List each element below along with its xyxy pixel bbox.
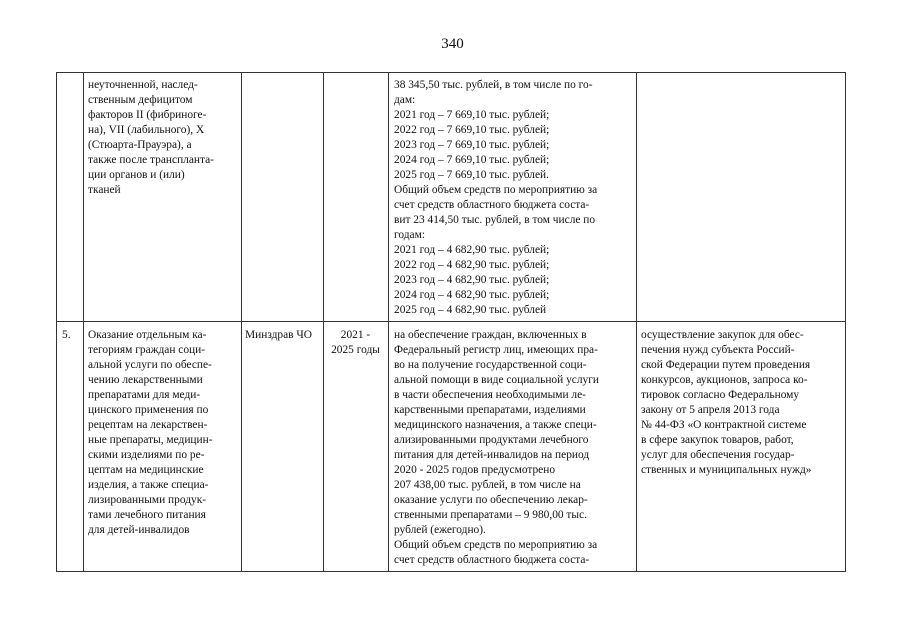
row5-event-name: Оказание отдельным ка- тегориям граждан соци- альной услуги по обеспе- чению лекарственными препаратами для меди- цинского применения по рецептам на лекарствен- ные препараты, медицин- скими изделиями по ре- цептам на медицинские изделия, а также специа- лизированными продук- тами лечебного питания для детей-инвалидов <box>88 329 213 536</box>
row5-period: 2021 - 2025 годы <box>331 329 380 356</box>
row5-procurement-method: осуществление закупок для обес- печения нужд субъекта Россий- ской Федерации путем проведения конкурсов, аукционов, запроса ко- тировок согласно Федеральному закону от 5 апреля 2013 года № 44-ФЗ «О контрактной системе в сфере закупок товаров, работ, услуг для обеспечения государ- ственных и муниципальных нужд» <box>641 329 812 476</box>
program-table <box>56 72 846 572</box>
page-number: 340 <box>441 36 464 52</box>
prev-row-event-name: неуточненной, наслед- ственным дефицитом факторов II (фибриноге- на), VII (лабильного), X (Стюарта-Прауэра), а также после транспланта- ции органов и (или) тканей <box>88 79 214 196</box>
row-divider <box>56 321 846 322</box>
table-border-bottom <box>56 571 846 572</box>
table-border-left <box>56 72 57 572</box>
prev-row-funding: 38 345,50 тыс. рублей, в том числе по го- дам: 2021 год – 7 669,10 тыс. рублей; 2022 год – 7 669,10 тыс. рублей; 2023 год – 7 669,10 тыс. рублей; 2024 год – 7 669,10 тыс. рублей; 2025 год – 7 669,10 тыс. рублей. Общий объем средств по мероприятию за счет средств областного бюджета соста- вит 23 414,50 тыс. рублей, в том числе по годам: 2021 год – 4 682,90 тыс. рублей; 2022 год – 4 682,90 тыс. рублей; 2023 год – 4 682,90 тыс. рублей; 2024 год – 4 682,90 тыс. рублей; 2025 год – 4 682,90 тыс. рублей <box>394 79 598 316</box>
row5-funding: на обеспечение граждан, включенных в Федеральный регистр лиц, имеющих пра- во на получение государственной соци- альной помощи в виде социальной услуги в части обеспечения необходимыми ле- карственными препаратами, изделиями медицинского назначения, а также специ- ализированными продуктами лечебного питания для детей-инвалидов на период 2020 - 2025 годов предусмотрено 207 438,00 тыс. рублей, в том числе на оказание услуги по обеспечению лекар- ственными препаратами – 9 980,00 тыс. рублей (ежегодно). Общий объем средств по мероприятию за счет средств областного бюджета соста- <box>394 329 599 566</box>
row-number: 5. <box>62 329 71 341</box>
column-divider <box>323 72 324 572</box>
column-divider <box>241 72 242 572</box>
row5-executor: Минздрав ЧО <box>245 329 313 341</box>
column-divider <box>83 72 84 572</box>
column-divider <box>636 72 637 572</box>
table-border-top <box>56 72 846 73</box>
column-divider <box>388 72 389 572</box>
table-border-right <box>845 72 846 572</box>
